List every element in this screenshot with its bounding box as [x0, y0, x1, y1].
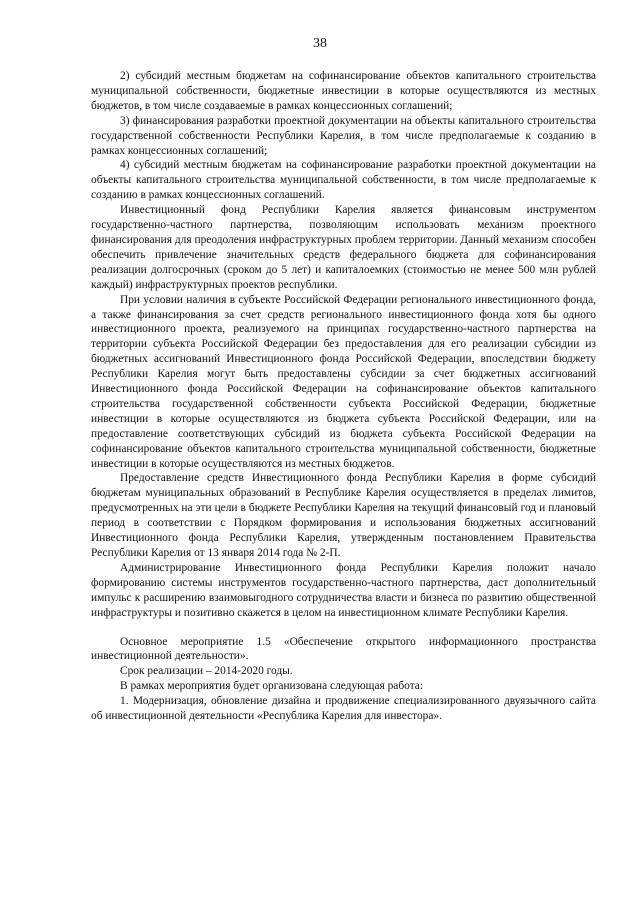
paragraph-item-4: 4) субсидий местным бюджетам на софинансирование разработки проектной документации на объекты капитального строительства муниципальной собственности, в том числе предполагаемые к созданию в рамках концессионных соглашений.: [91, 159, 596, 202]
paragraph-main-activity: Основное мероприятие 1.5 «Обеспечение открытого информационного пространства инвестиционной деятельности».: [91, 635, 596, 663]
paragraph-investment-fund: Инвестиционный фонд Республики Карелия является финансовым инструментом государственно-частного партнерства, позволяющим использовать механизм проектного финансирования для преодоления инфраструктурных проблем территории. Данный механизм способен обеспечить привлечение значительных средств федерального бюджета для софинансирования реализации долгосрочных (сроком до 5 лет) и капиталоемких (стоимостью не менее 500 млн рублей каждый) инфраструктурных проектов республики.: [91, 204, 596, 291]
paragraph-item-3: 3) финансирования разработки проектной документации на объекты капитального строительства государственной собственности Республики Карелия, в том числе предполагаемые к созданию в рамках концессионных соглашений;: [91, 114, 596, 157]
document-body: [91, 69, 596, 724]
paragraph-conditions: При условии наличия в субъекте Российской Федерации регионального инвестиционного фонда, а также финансирования за счет средств регионального инвестиционного фонда хотя бы одного инвестиционного проекта, реализуемого на принципах государственно-частного партнерства на территории субъекта Российской Федерации без предоставления для его реализации субсидии из бюджетных ассигнований Инвестиционного фонда Российской Федерации, впоследствии бюджету Республики Карелия могут быть предоставлены субсидии за счет бюджетных ассигнований Инвестиционного фонда Российской Федерации на софинансирование объектов капитального строительства государственной собственности субъекта Российской Федерации, бюджетные инвестиции в которые осуществляются из бюджета субъекта Российской Федерации, или на предоставление соответствующих субсидий из бюджета субъекта Российской Федерации на софинансирование объектов капитального строительства муниципальной собственности, бюджетные инвестиции в которые осуществляются из местных бюджетов.: [91, 293, 596, 470]
page-number: 38: [313, 36, 327, 51]
paragraph-period: Срок реализации – 2014-2020 годы.: [120, 665, 293, 678]
paragraph-administration: Администрирование Инвестиционного фонда Республики Карелия положит начало формированию системы инструментов государственно-частного партнерства, даст дополнительный импульс к расширению взаимовыгодного сотрудничества власти и бизнеса по развитию общественной инфраструктуры и позитивно скажется в целом на инвестиционном климате Республики Карелия.: [91, 561, 596, 619]
paragraph-work-item-1: 1. Модернизация, обновление дизайна и продвижение специализированного двуязычного сайта об инвестиционной деятельности «Республика Карелия для инвестора».: [91, 695, 596, 723]
paragraph-work-intro: В рамках мероприятия будет организована следующая работа:: [120, 680, 424, 693]
paragraph-item-2: 2) субсидий местным бюджетам на софинансирование объектов капитального строительства муниципальной собственности, бюджетные инвестиции в которые осуществляются из местных бюджетов, в том числе создаваемые в рамках концессионных соглашений;: [91, 70, 596, 112]
paragraph-funds-provision: Предоставление средств Инвестиционного фонда Республики Карелия в форме субсидий бюджетам муниципальных образований в Республике Карелия осуществляется в пределах лимитов, предусмотренных на эти цели в бюджете Республики Карелия на текущий финансовый год и плановый период в соответствии с Порядком формирования и использования бюджетных ассигнований Инвестиционного фонда Республики Карелия, утвержденным постановлением Правительства Республики Карелия от 13 января 2014 года № 2-П.: [91, 472, 596, 559]
